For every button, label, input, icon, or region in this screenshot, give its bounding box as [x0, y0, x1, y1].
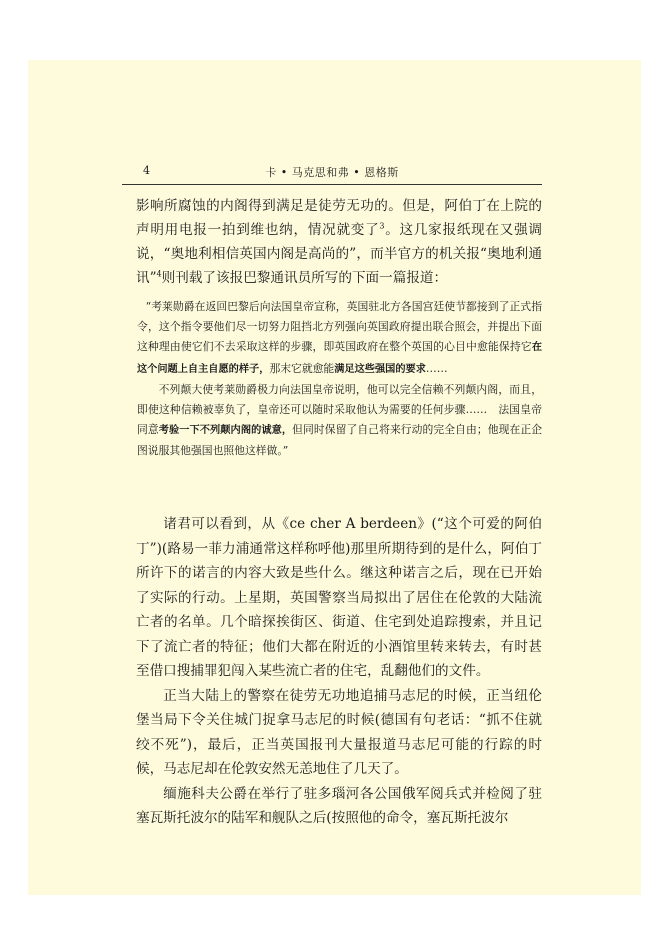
page-number: 4 [143, 164, 150, 177]
quote-emphasis: 考验一下不列颠内阁的诚意， [158, 425, 293, 437]
opening-text-2: 。这几家报纸现在又强调说，“奥地利相信英国内阁是高尚的”，而半官方的机关报“奥地利通讯” [136, 222, 542, 286]
footnote-ref-4: 4 [156, 269, 162, 279]
quote-emphasis: 满足这些强国的要求 [334, 363, 426, 375]
quotation-paragraph [137, 297, 542, 380]
block-quotation [137, 297, 542, 462]
body-paragraph: 诸君可以看到，从《ce cher A berdeen》(“这个可爱的阿伯丁”)(路易一菲力浦通常这样称呼他)那里所期待到的是什么，阿伯丁所许下的诺言的内容大致是些什么。继这种诺言之后，现在已开始了实际的行动。上星期，英国警察当局拟出了居住在伦敦的大陆流亡者的名单。几个暗探挨街区、街道、住宅到处追踪搜索，并且记下了流亡者的特征；他们大都在附近的小酒馆里转来转去，有时甚至借口搜捕罪犯闯入某些流亡者的住宅，乱翻他们的文件。 [136, 516, 542, 679]
footnote-ref-3: 3 [379, 221, 385, 231]
quote-text: 不列颠大使考莱勋爵极力向法国皇帝说明，他可以完全信赖不列颠内阁，而且，即使这种信赖被辜负了，皇帝还可以随时采取他认为需要的任何步骤…… 法国皇帝同意 [137, 382, 542, 437]
opening-text-1: 影响所腐蚀的内阁得到满足是徒劳无功的。但是，阿伯丁在上院的声明用电报一拍到维也纳，情况就变了 [136, 198, 542, 238]
body-paragraph: 缅施科夫公爵在举行了驻多瑙河各公国俄军阅兵式并检阅了驻塞瓦斯托波尔的陆军和舰队之后(按照他的命令，塞瓦斯托波尔 [136, 785, 542, 826]
quote-text: 但同时保留了自己将来行动的完全自由；他现在正企图说服其他强国也照他这样做。” [137, 423, 543, 458]
running-head: 卡 • 马克思和弗 • 恩格斯 [265, 166, 399, 179]
body-text [136, 512, 542, 831]
opening-paragraph [136, 194, 542, 290]
quote-text: 那末它就愈能 [269, 361, 335, 375]
quote-text: “考莱勋爵在返回巴黎后向法国皇帝宣称，英国驻北方各国宫廷使节都接到了正式指令，这个指令要他们尽一切努力阻挡北方列强向英国政府提出联合照会，并提出下面这种理由使它们不去采取这样的步骤，即英国政府在整个英国的心目中愈能保持它 [137, 300, 542, 354]
quote-text: …… [425, 361, 448, 375]
page-header [122, 162, 542, 185]
quote-emphasis: 在这个问题上自主自愿的样子， [137, 342, 542, 375]
quotation-paragraph [137, 380, 542, 462]
body-paragraph: 正当大陆上的警察在徒劳无功地追捕马志尼的时候，正当纽伦堡当局下令关住城门捉拿马志尼的时候(德国有句老话：“抓不住就绞不死”)，最后，正当英国报刊大量报道马志尼可能的行踪的时候，马志尼却在伦敦安然无恙地住了几天了。 [136, 687, 542, 777]
opening-text-3: 则刊载了该报巴黎通讯员所写的下面一篇报道： [161, 270, 448, 286]
